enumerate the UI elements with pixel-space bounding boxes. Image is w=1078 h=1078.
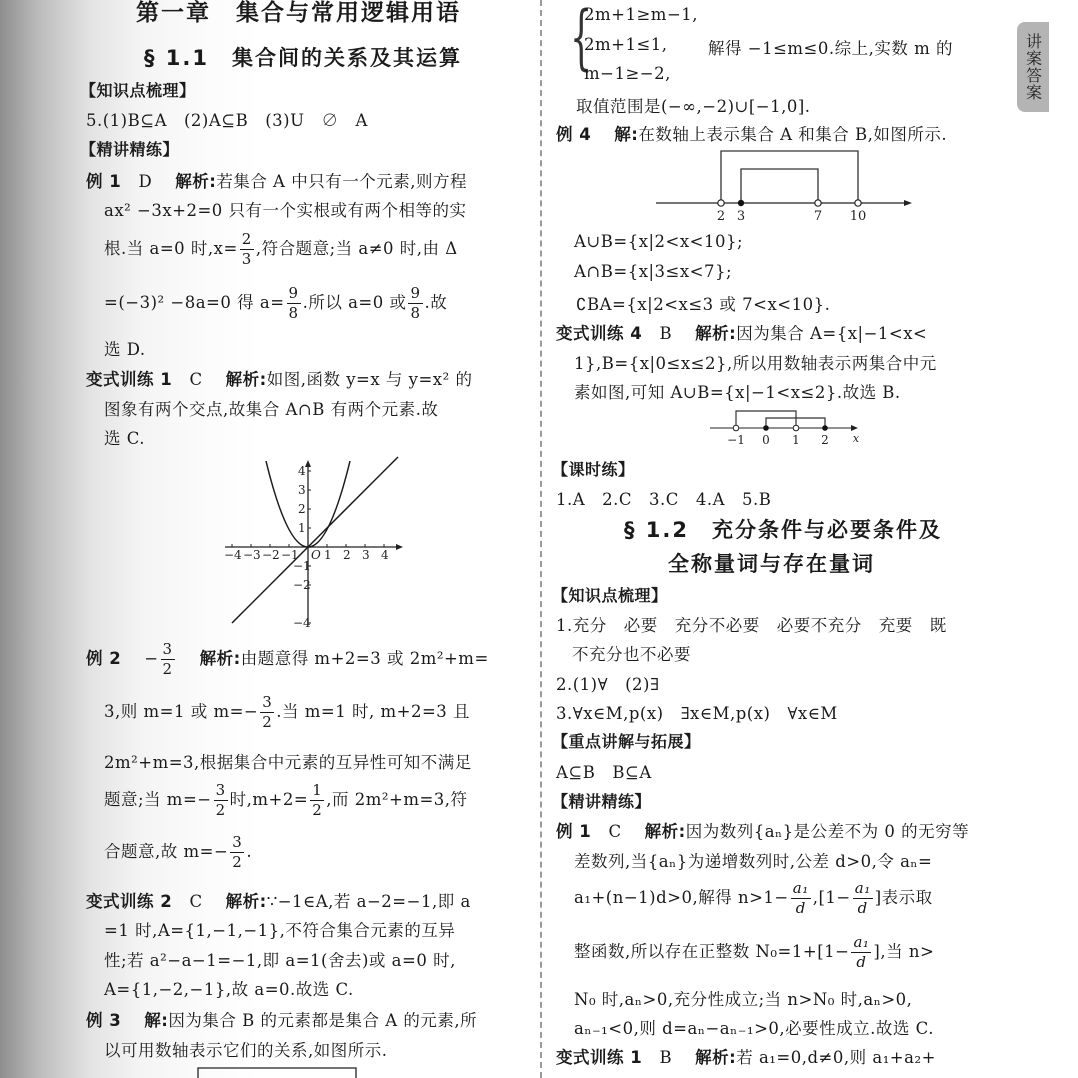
variant-label: 变式训练 2 bbox=[86, 892, 173, 911]
fraction bbox=[240, 232, 254, 267]
example-label: 例 3 bbox=[86, 1011, 122, 1030]
variant-label: 变式训练 1 bbox=[556, 1048, 643, 1067]
variant-label: 变式训练 4 bbox=[556, 324, 643, 343]
text: .当 m=1 时, m+2=3 且 bbox=[276, 702, 471, 721]
knowledge-heading: 【知识点梳理】 bbox=[552, 586, 668, 605]
text: .故 bbox=[424, 293, 448, 312]
denominator: 8 bbox=[288, 304, 299, 322]
example-3-line-1 bbox=[86, 1007, 477, 1031]
knowledge-2: 2.(1)∀ (2)∃ bbox=[556, 675, 660, 694]
svg-text:2: 2 bbox=[298, 502, 306, 516]
function-graph bbox=[220, 455, 410, 635]
section-1-2-example-1-line-3 bbox=[574, 881, 933, 916]
example-2-line-1 bbox=[86, 642, 489, 677]
text: 合题意,故 m=− bbox=[104, 842, 229, 861]
svg-text:−4: −4 bbox=[224, 548, 242, 562]
complement-result: ∁BA={x|2<x≤3 或 7<x<10}. bbox=[576, 295, 831, 314]
numerator: 1 bbox=[312, 781, 323, 799]
text: 由题意得 m+2=3 或 2m²+m= bbox=[240, 649, 489, 668]
variant-4-number-line bbox=[708, 408, 868, 448]
text: 在数轴上表示集合 A 和集合 B,如图所示. bbox=[638, 125, 948, 144]
analysis-label: 解析: bbox=[225, 370, 267, 389]
section-1-1-title: § 1.1 集合间的关系及其运算 bbox=[144, 46, 463, 70]
fraction bbox=[287, 286, 301, 321]
example-4-number-line bbox=[656, 148, 916, 224]
solution-label: 解: bbox=[144, 1011, 169, 1030]
axis-label: 10 bbox=[849, 209, 867, 224]
svg-text:1: 1 bbox=[324, 548, 332, 562]
variant-1-line-3: 选 C. bbox=[104, 429, 146, 448]
variant-answer: C bbox=[189, 892, 203, 911]
intersection-result: A∩B={x|3≤x<7}; bbox=[574, 262, 733, 281]
section-1-2-title-line-2: 全称量词与存在量词 bbox=[668, 552, 875, 576]
numerator: 2 bbox=[241, 230, 252, 248]
text: 根.当 a=0 时,x= bbox=[104, 239, 238, 258]
example-1-line-1 bbox=[86, 168, 467, 192]
denominator: d bbox=[795, 899, 806, 917]
text: .所以 a=0 或 bbox=[302, 293, 407, 312]
numerator: 3 bbox=[215, 781, 226, 799]
practice-heading: 【精讲精练】 bbox=[80, 140, 180, 159]
knowledge-1-line-a: 1.充分 必要 充分不必要 必要不充分 充要 既 bbox=[556, 616, 947, 635]
text: 若集合 A 中只有一个元素,则方程 bbox=[216, 172, 467, 191]
denominator: 2 bbox=[162, 660, 173, 678]
solution-label: 解: bbox=[614, 125, 639, 144]
analysis-label: 解析: bbox=[199, 649, 241, 668]
example-1-line-5: 选 D. bbox=[104, 340, 146, 359]
denominator: 3 bbox=[241, 250, 252, 268]
variant-1-line-1 bbox=[86, 366, 472, 390]
text: ,而 2m²+m=3,符 bbox=[326, 790, 468, 809]
variant-4-line-1 bbox=[556, 320, 927, 344]
example-4-line-1 bbox=[556, 121, 947, 145]
svg-text:−2: −2 bbox=[262, 548, 280, 562]
text: ,[1− bbox=[812, 888, 851, 907]
system-row-1: 2m+1≥m−1, bbox=[584, 5, 699, 24]
variant-1-line-2: 图象有两个交点,故集合 A∩B 有两个元素.故 bbox=[104, 400, 439, 419]
analysis-label: 解析: bbox=[695, 324, 737, 343]
knowledge-1-line-b: 不充分也不必要 bbox=[572, 645, 691, 664]
axis-label: −1 bbox=[727, 433, 745, 447]
example-3-number-line-partial bbox=[196, 1064, 366, 1078]
example-answer: D bbox=[138, 172, 153, 191]
denominator: d bbox=[856, 953, 867, 971]
example-label: 例 4 bbox=[556, 125, 592, 144]
axis-label: 2 bbox=[716, 209, 726, 224]
answer-fraction bbox=[161, 642, 175, 677]
variant-4-line-3: 素如图,可知 A∪B={x|−1<x≤2}.故选 B. bbox=[574, 383, 901, 402]
fraction bbox=[310, 783, 324, 818]
section-1-2-example-1-line-5: N₀ 时,aₙ>0,充分性成立;当 n>N₀ 时,aₙ>0, bbox=[574, 990, 913, 1009]
text: 时,m+2= bbox=[229, 790, 309, 809]
variant-2-line-3: 性;若 a²−a−1=−1,即 a=1(舍去)或 a=0 时, bbox=[104, 951, 456, 970]
system-row-3: m−1≥−2, bbox=[584, 64, 671, 83]
example-1-line-2: ax² −3x+2=0 只有一个实根或有两个相等的实 bbox=[104, 201, 467, 220]
example-label: 例 2 bbox=[86, 649, 122, 668]
range-line: 取值范围是(−∞,−2)∪[−1,0]. bbox=[576, 97, 811, 116]
variant-answer: B bbox=[659, 324, 673, 343]
fraction bbox=[853, 881, 873, 916]
fraction bbox=[408, 286, 422, 321]
denominator: d bbox=[857, 899, 868, 917]
example-answer: C bbox=[608, 822, 622, 841]
lesson-practice-heading: 【课时练】 bbox=[552, 460, 635, 479]
variant-label: 变式训练 1 bbox=[86, 370, 173, 389]
example-2-line-4 bbox=[104, 783, 468, 818]
example-1-line-3 bbox=[104, 232, 458, 267]
axis-name: x bbox=[852, 432, 860, 445]
example-1-line-4 bbox=[104, 286, 447, 321]
side-tab-lecture-answers[interactable]: 讲案答案 bbox=[1017, 22, 1049, 112]
text: 3,则 m=1 或 m=− bbox=[104, 702, 259, 721]
variant-2-line-1 bbox=[86, 888, 471, 912]
denominator: 2 bbox=[312, 801, 323, 819]
text: 因为集合 B 的元素都是集合 A 的元素,所 bbox=[168, 1011, 478, 1030]
system-row-2: 2m+1≤1, bbox=[584, 35, 668, 54]
text: ,符合题意;当 a≠0 时,由 Δ bbox=[255, 239, 458, 258]
knowledge-answers: 5.(1)B⊆A (2)A⊆B (3)U ∅ A bbox=[86, 111, 368, 130]
text: . bbox=[246, 842, 253, 861]
analysis-label: 解析: bbox=[695, 1048, 737, 1067]
svg-text:−3: −3 bbox=[243, 548, 261, 562]
numerator: a₁ bbox=[854, 879, 871, 897]
text: ∵−1∈A,若 a−2=−1,即 a bbox=[266, 892, 471, 911]
analysis-label: 解析: bbox=[644, 822, 686, 841]
svg-text:−1: −1 bbox=[293, 559, 311, 573]
text: 如图,函数 y=x 与 y=x² 的 bbox=[266, 370, 473, 389]
fraction bbox=[851, 935, 871, 970]
numerator: 9 bbox=[410, 284, 421, 302]
example-2-line-2 bbox=[104, 695, 470, 730]
knowledge-3: 3.∀x∈M,p(x) ∃x∈M,p(x) ∀x∈M bbox=[556, 704, 838, 723]
column-divider bbox=[540, 0, 542, 1078]
variant-answer: C bbox=[189, 370, 203, 389]
section-1-2-example-1-line-6: aₙ₋₁<0,则 d=aₙ−aₙ₋₁>0,必要性成立.故选 C. bbox=[574, 1019, 934, 1038]
focus-line: A⊆B B⊆A bbox=[556, 763, 652, 782]
chapter-title: 第一章 集合与常用逻辑用语 bbox=[136, 0, 461, 26]
text: ],当 n> bbox=[873, 942, 935, 961]
axis-label: 7 bbox=[813, 209, 823, 224]
fraction bbox=[230, 835, 244, 870]
text: a₁+(n−1)d>0,解得 n>1− bbox=[574, 888, 789, 907]
section-1-2-example-1-line-1 bbox=[556, 818, 969, 842]
fraction bbox=[791, 881, 811, 916]
text: 因为集合 A={x|−1<x< bbox=[736, 324, 928, 343]
example-3-line-2: 以可用数轴表示它们的关系,如图所示. bbox=[104, 1041, 388, 1060]
svg-text:3: 3 bbox=[362, 548, 370, 562]
svg-text:O: O bbox=[311, 548, 321, 562]
section-1-2-example-1-line-4 bbox=[574, 935, 934, 970]
variant-2-line-2: =1 时,A={1,−1,−1},不符合集合元素的互异 bbox=[104, 921, 456, 940]
svg-text:4: 4 bbox=[381, 548, 389, 562]
fraction bbox=[214, 783, 228, 818]
knowledge-heading: 【知识点梳理】 bbox=[80, 81, 196, 100]
union-result: A∪B={x|2<x<10}; bbox=[574, 232, 744, 251]
system-result: 解得 −1≤m≤0.综上,实数 m 的 bbox=[708, 39, 953, 58]
denominator: 2 bbox=[262, 713, 273, 731]
numerator: 9 bbox=[288, 284, 299, 302]
analysis-label: 解析: bbox=[175, 172, 217, 191]
axis-label: 0 bbox=[762, 433, 770, 447]
fraction bbox=[260, 695, 274, 730]
axis-label: 1 bbox=[792, 433, 800, 447]
svg-text:−1: −1 bbox=[281, 548, 299, 562]
example-2-line-3: 2m²+m=3,根据集合中元素的互异性可知不满足 bbox=[104, 753, 472, 772]
example-label: 例 1 bbox=[556, 822, 592, 841]
svg-text:−4: −4 bbox=[293, 616, 311, 630]
variant-4-line-2: 1},B={x|0≤x≤2},所以用数轴表示两集合中元 bbox=[574, 354, 937, 373]
text: =(−3)² −8a=0 得 a= bbox=[104, 293, 285, 312]
focus-heading: 【重点讲解与拓展】 bbox=[552, 732, 701, 751]
text: ]表示取 bbox=[874, 888, 933, 907]
svg-text:4: 4 bbox=[298, 464, 306, 478]
numerator: a₁ bbox=[853, 933, 870, 951]
section-1-2-title-line-1: § 1.2 充分条件与必要条件及 bbox=[624, 518, 943, 542]
denominator: 2 bbox=[232, 853, 243, 871]
example-2-line-5 bbox=[104, 835, 252, 870]
text: 因为数列{aₙ}是公差不为 0 的无穷等 bbox=[685, 822, 970, 841]
numerator: a₁ bbox=[792, 879, 809, 897]
axis-label: 2 bbox=[821, 433, 829, 447]
variant-2-line-4: A={1,−2,−1},故 a=0.故选 C. bbox=[104, 980, 354, 999]
numerator: 3 bbox=[232, 833, 243, 851]
practice-heading: 【精讲精练】 bbox=[552, 792, 652, 811]
text: 整函数,所以存在正整数 N₀=1+[1− bbox=[574, 942, 850, 961]
svg-text:2: 2 bbox=[343, 548, 351, 562]
numerator: 3 bbox=[162, 640, 173, 658]
answer-sign: − bbox=[144, 649, 159, 668]
variant-answer: B bbox=[659, 1048, 673, 1067]
text: 题意;当 m=− bbox=[104, 790, 212, 809]
example-label: 例 1 bbox=[86, 172, 122, 191]
svg-text:1: 1 bbox=[298, 521, 306, 535]
svg-text:3: 3 bbox=[298, 483, 306, 497]
denominator: 8 bbox=[410, 304, 421, 322]
analysis-label: 解析: bbox=[225, 892, 267, 911]
numerator: 3 bbox=[262, 693, 273, 711]
denominator: 2 bbox=[215, 801, 226, 819]
axis-label: 3 bbox=[736, 209, 746, 224]
section-1-2-example-1-line-2: 差数列,当{aₙ}为递增数列时,公差 d>0,令 aₙ= bbox=[574, 852, 933, 871]
lesson-practice-answers: 1.A 2.C 3.C 4.A 5.B bbox=[556, 490, 772, 509]
text: 若 a₁=0,d≠0,则 a₁+a₂+ bbox=[736, 1048, 936, 1067]
section-1-2-variant-1-line-1 bbox=[556, 1044, 936, 1068]
svg-text:−2: −2 bbox=[293, 578, 311, 592]
system-brace: { bbox=[570, 0, 593, 78]
